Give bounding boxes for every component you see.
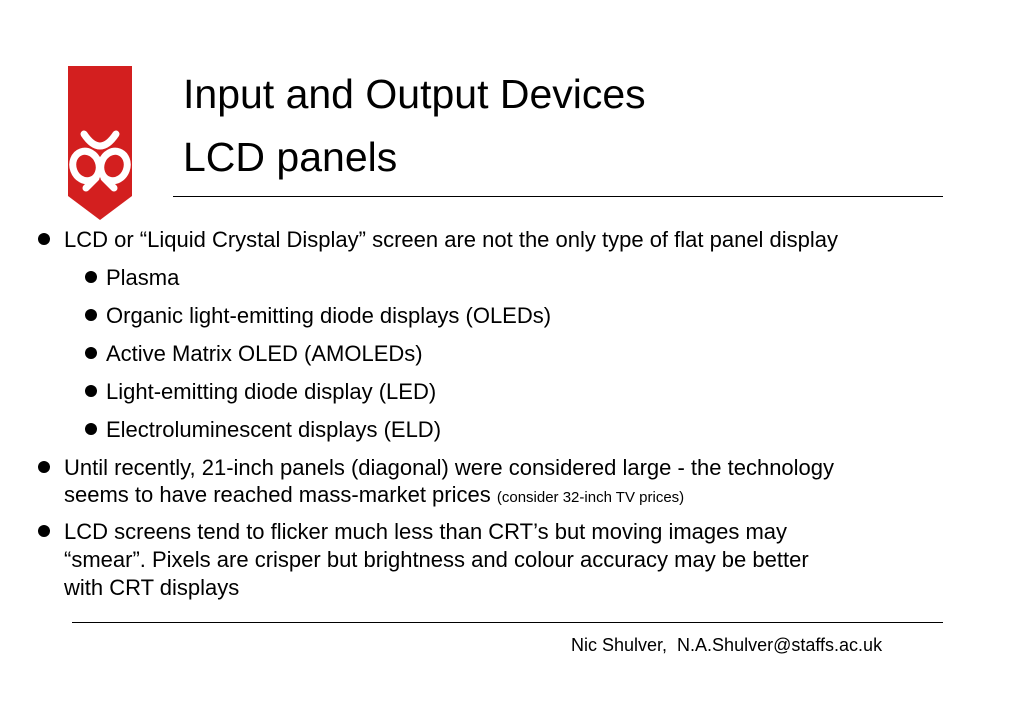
sub-bullet-dot: [85, 347, 97, 359]
bullet-3-line-3: with CRT displays: [64, 575, 240, 600]
bullet-2-line-2-text: seems to have reached mass-market prices: [64, 482, 491, 507]
sub-bullet-led: Light-emitting diode display (LED): [106, 379, 437, 404]
bullet-2-line-2: [64, 481, 684, 511]
bullet-3-line-2: “smear”. Pixels are crisper but brightness and colour accuracy may be better: [64, 547, 809, 572]
sub-bullet-oled: Organic light-emitting diode displays (OLEDs): [106, 303, 552, 328]
bullet-2-line-1: Until recently, 21-inch panels (diagonal) were considered large - the technology: [64, 455, 835, 480]
sub-bullet-dot: [85, 423, 97, 435]
title-divider: [173, 196, 943, 197]
sub-bullet-dot: [85, 385, 97, 397]
bullet-1-text: LCD or “Liquid Crystal Display” screen are not the only type of flat panel display: [64, 227, 839, 252]
slide-title-line-1: Input and Output Devices: [183, 71, 646, 117]
university-crest-logo: [60, 66, 140, 222]
sub-bullet-eld: Electroluminescent displays (ELD): [106, 417, 442, 442]
bullet-dot: [38, 525, 50, 537]
footer-author-email: Nic Shulver, N.A.Shulver@staffs.ac.uk: [571, 635, 883, 655]
bullet-dot: [38, 233, 50, 245]
bullet-2-note: (consider 32-inch TV prices): [496, 489, 685, 506]
footer-divider: [72, 622, 943, 623]
slide-title-line-2: LCD panels: [183, 134, 398, 180]
sub-bullet-dot: [85, 271, 97, 283]
bullet-dot: [38, 461, 50, 473]
sub-bullet-dot: [85, 309, 97, 321]
sub-bullet-plasma: Plasma: [106, 265, 180, 290]
sub-bullet-amoled: Active Matrix OLED (AMOLEDs): [106, 341, 423, 366]
bullet-3-line-1: LCD screens tend to flicker much less than CRT’s but moving images may: [64, 519, 788, 544]
